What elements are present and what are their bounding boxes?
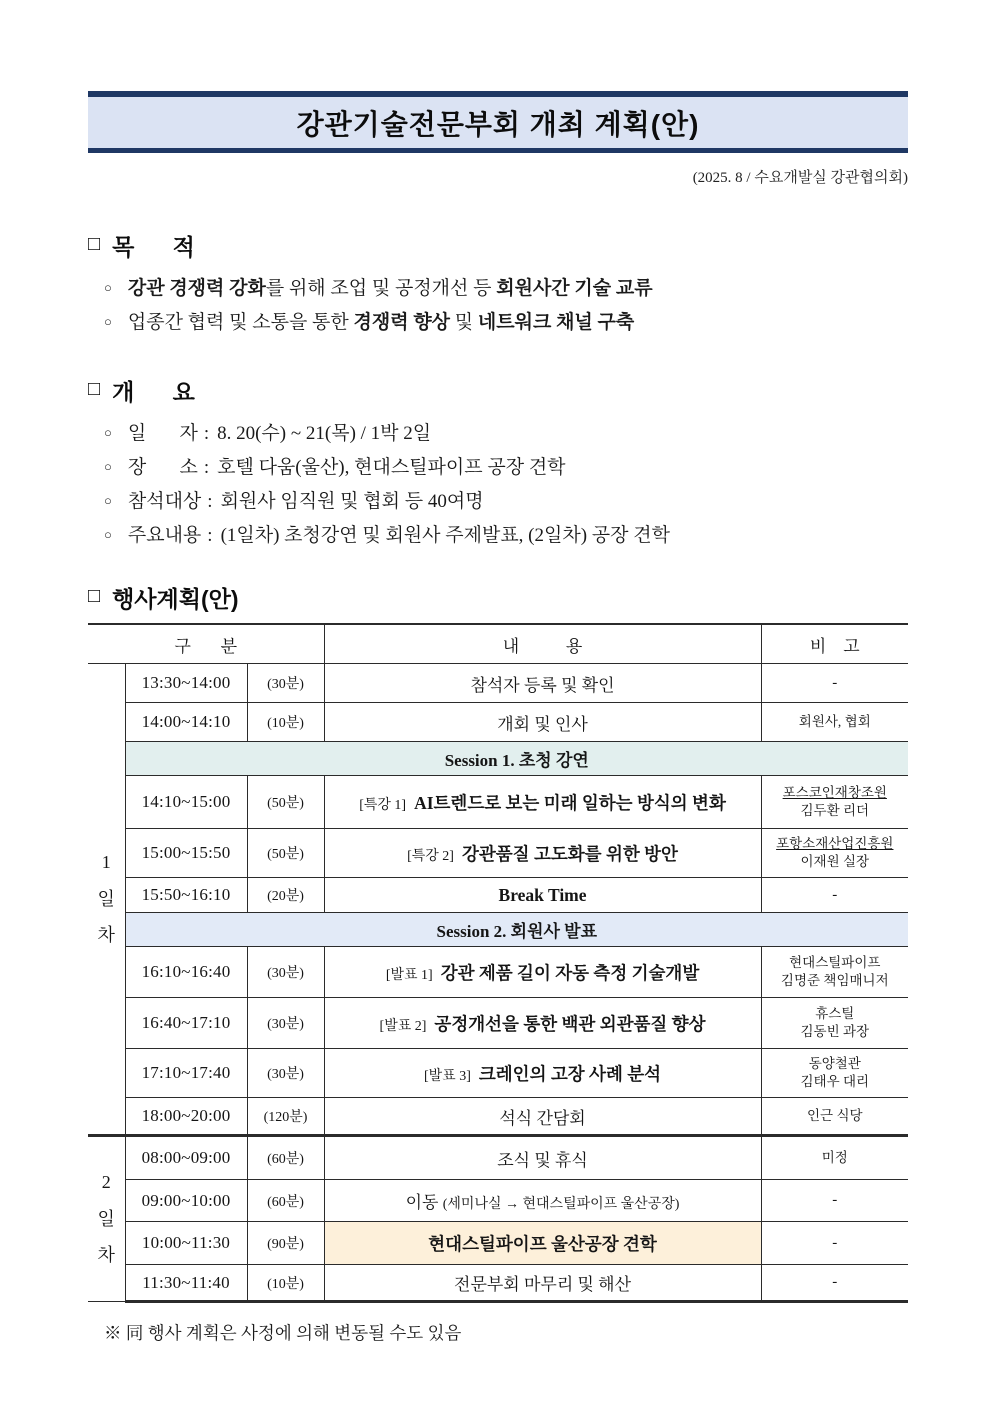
note-cell [761, 829, 908, 878]
speaker-name: 김두환 리더 [800, 803, 870, 818]
time-cell: 10:00~11:30 [125, 1222, 247, 1265]
duration-cell: (30분) [247, 947, 324, 998]
lecture-title: 크레인의 고장 사례 분석 [478, 1063, 662, 1084]
content-cell [324, 947, 761, 998]
speaker-org: 현대스틸파이프 [789, 955, 881, 971]
table-row [88, 878, 908, 913]
duration-cell: (20분) [247, 878, 324, 913]
square-marker-icon: □ [88, 585, 101, 607]
table-row [88, 664, 908, 703]
purpose-heading [88, 229, 908, 262]
duration-cell: (50분) [247, 829, 324, 878]
note-cell: 미정 [761, 1136, 908, 1180]
note-cell: - [761, 1265, 908, 1302]
overview-item-value: 8. 20(수) ~ 21(목) / 1박 2일 [217, 423, 432, 444]
note-cell: 회원사, 협회 [761, 703, 908, 742]
overview-item-value: 호텔 다움(울산), 현대스틸파이프 공장 견학 [217, 457, 566, 478]
speaker-org: 포스코인재창조원 [782, 785, 887, 801]
content-cell: 참석자 등록 및 확인 [324, 664, 761, 703]
title-banner [88, 91, 908, 153]
overview-item-value: (1일차) 초청강연 및 회원사 주제발표, (2일차) 공장 견학 [220, 525, 670, 546]
lecture-title: 공정개선을 통한 백관 외관품질 향상 [434, 1013, 706, 1034]
speaker-org: 동양철관 [808, 1056, 861, 1072]
lecture-tag: [발표 2] [379, 1018, 427, 1034]
time-cell: 13:30~14:00 [125, 664, 247, 703]
time-cell: 15:50~16:10 [125, 878, 247, 913]
day2-cell: 2일차 [88, 1136, 125, 1302]
col-header-content: 내 용 [324, 624, 761, 664]
purpose-item [88, 272, 908, 306]
square-marker-icon: □ [88, 378, 101, 400]
content-cell: Break Time [324, 878, 761, 913]
session1-title: Session 1. 초청 강연 [125, 742, 908, 776]
day1-cell: 1일차 [88, 664, 125, 1136]
table-row [88, 1049, 908, 1098]
content-cell-tour: 현대스틸파이프 울산공장 견학 [324, 1222, 761, 1265]
note-cell [761, 947, 908, 998]
table-header-row [88, 624, 908, 664]
colon-separator: : [207, 491, 213, 512]
transfer-detail: (세미나실 → 현대스틸파이프 울산공장) [442, 1197, 680, 1212]
time-cell: 17:10~17:40 [125, 1049, 247, 1098]
overview-heading-label: 개 요 [112, 379, 195, 405]
col-header-note: 비 고 [761, 624, 908, 664]
speaker-org: 포항소재산업진흥원 [776, 836, 894, 852]
overview-item [88, 519, 908, 553]
time-cell: 08:00~09:00 [125, 1136, 247, 1180]
lecture-title: 강관품질 고도화를 위한 방안 [461, 843, 678, 864]
duration-cell: (30분) [247, 998, 324, 1049]
purpose-list [88, 272, 908, 340]
lecture-title: AI트렌드로 보는 미래 일하는 방식의 변화 [414, 792, 726, 813]
lecture-tag: [발표 3] [424, 1068, 471, 1084]
content-cell [324, 998, 761, 1049]
schedule-table [88, 623, 908, 1303]
doc-date-source: (2025. 8 / 수요개발실 강관협의회) [692, 170, 908, 186]
note-cell: - [761, 664, 908, 703]
circle-bullet-icon: ○ [104, 527, 112, 542]
table-row [88, 1265, 908, 1302]
table-row [88, 998, 908, 1049]
footnote: ※ 同 행사 계획은 사정에 의해 변동될 수도 있음 [104, 1323, 462, 1343]
overview-item-value: 회원사 임직원 및 협회 등 40여명 [220, 491, 484, 512]
lecture-title: 강관 제품 길이 자동 측정 기술개발 [440, 962, 700, 983]
time-cell: 18:00~20:00 [125, 1098, 247, 1136]
duration-cell: (50분) [247, 776, 324, 829]
speaker-name: 이재원 실장 [800, 854, 870, 869]
overview-item [88, 417, 908, 451]
schedule-heading [88, 581, 908, 614]
purpose-item [88, 306, 908, 340]
content-cell [324, 776, 761, 829]
note-cell: - [761, 1180, 908, 1222]
purpose-item-text: 업종간 협력 및 소통을 통한 경쟁력 향상 및 네트워크 채널 구축 [127, 312, 635, 333]
table-row [88, 1098, 908, 1136]
schedule-heading-label: 행사계획(안) [112, 586, 239, 612]
session2-row [88, 913, 908, 947]
circle-bullet-icon: ○ [104, 425, 112, 440]
time-cell: 14:10~15:00 [125, 776, 247, 829]
colon-separator: : [203, 457, 210, 478]
overview-item-label: 장 소 [127, 457, 198, 478]
table-row [88, 829, 908, 878]
overview-heading [88, 374, 908, 407]
content-cell: 개회 및 인사 [324, 703, 761, 742]
time-cell: 16:10~16:40 [125, 947, 247, 998]
duration-cell: (10분) [247, 703, 324, 742]
time-cell: 11:30~11:40 [125, 1265, 247, 1302]
lecture-tag: [특강 2] [407, 848, 454, 864]
overview-item-label: 주요내용 [127, 525, 202, 546]
note-cell [761, 998, 908, 1049]
duration-cell: (90분) [247, 1222, 324, 1265]
duration-cell: (60분) [247, 1180, 324, 1222]
duration-cell: (120분) [247, 1098, 324, 1136]
time-cell: 14:00~14:10 [125, 703, 247, 742]
duration-cell: (30분) [247, 1049, 324, 1098]
note-cell: 인근 식당 [761, 1098, 908, 1136]
speaker-name: 김동빈 과장 [800, 1024, 870, 1039]
square-marker-icon: □ [88, 233, 101, 255]
speaker-org: 휴스틸 [815, 1006, 855, 1022]
document-title: 강관기술전문부회 개최 계획(안) [296, 108, 700, 140]
session1-row [88, 742, 908, 776]
content-cell: 이동 (세미나실 → 현대스틸파이프 울산공장) [324, 1180, 761, 1222]
col-header-group: 구 분 [88, 624, 324, 664]
purpose-item-text: 강관 경쟁력 강화를 위해 조업 및 공정개선 등 회원사간 기술 교류 [127, 278, 653, 299]
document [88, 91, 908, 1345]
purpose-heading-label: 목 적 [112, 234, 195, 260]
content-cell: 석식 간담회 [324, 1098, 761, 1136]
table-row [88, 1180, 908, 1222]
circle-bullet-icon: ○ [104, 314, 112, 329]
content-cell [324, 829, 761, 878]
circle-bullet-icon: ○ [104, 280, 112, 295]
note-cell [761, 776, 908, 829]
speaker-name: 김태우 대리 [800, 1074, 870, 1089]
overview-item-label: 일 자 [127, 423, 198, 444]
table-row [88, 1222, 908, 1265]
duration-cell: (10분) [247, 1265, 324, 1302]
overview-list [88, 417, 908, 553]
colon-separator: : [207, 525, 213, 546]
table-row [88, 947, 908, 998]
overview-item [88, 451, 908, 485]
time-cell: 16:40~17:10 [125, 998, 247, 1049]
content-cell: 전문부회 마무리 및 해산 [324, 1265, 761, 1302]
note-cell: - [761, 1222, 908, 1265]
time-cell: 09:00~10:00 [125, 1180, 247, 1222]
lecture-tag: [발표 1] [385, 967, 433, 983]
colon-separator: : [203, 423, 210, 444]
content-cell [324, 1049, 761, 1098]
table-row [88, 776, 908, 829]
session2-title: Session 2. 회원사 발표 [125, 913, 908, 947]
content-cell: 조식 및 휴식 [324, 1136, 761, 1180]
lecture-tag: [특강 1] [359, 797, 407, 813]
table-row [88, 703, 908, 742]
speaker-name: 김명준 책임매니저 [780, 973, 889, 988]
duration-cell: (60분) [247, 1136, 324, 1180]
circle-bullet-icon: ○ [104, 459, 112, 474]
overview-item [88, 485, 908, 519]
note-cell: - [761, 878, 908, 913]
table-row [88, 1136, 908, 1180]
circle-bullet-icon: ○ [104, 493, 112, 508]
time-cell: 15:00~15:50 [125, 829, 247, 878]
overview-item-label: 참석대상 [127, 491, 202, 512]
note-cell [761, 1049, 908, 1098]
duration-cell: (30분) [247, 664, 324, 703]
